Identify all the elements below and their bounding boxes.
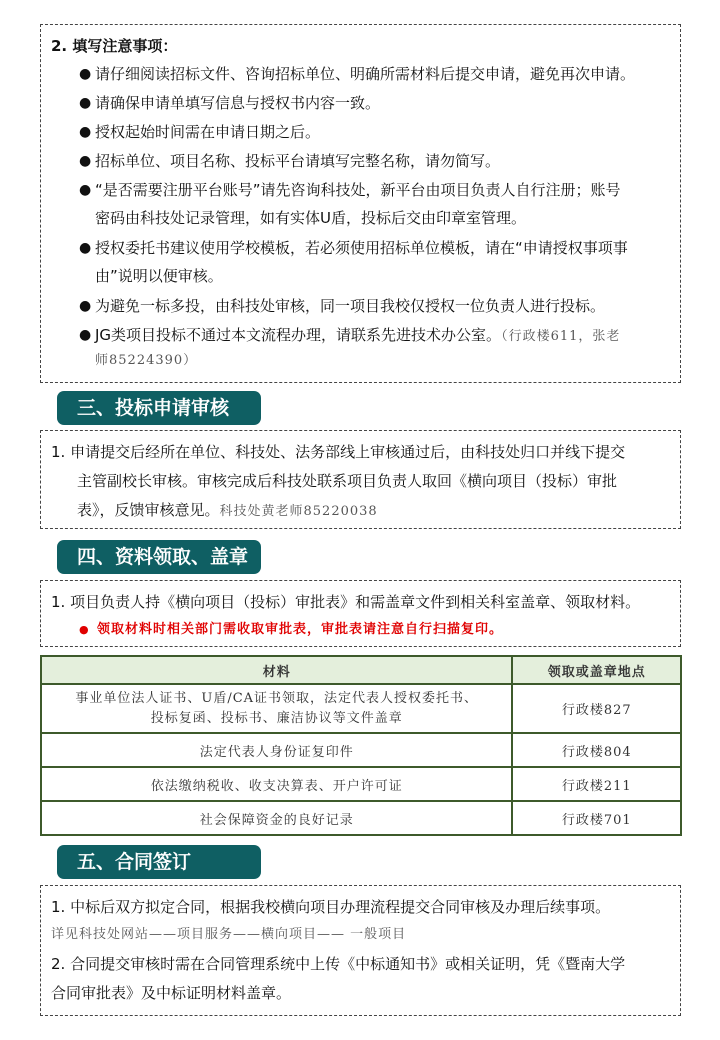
place-cell: 行政楼211: [512, 767, 681, 801]
materials-box: [40, 580, 681, 647]
materials-text: 1. 项目负责人持《横向项目（投标）审批表》和需盖章文件到相关科室盖章、领取材料。: [51, 593, 641, 611]
place-cell: 行政楼804: [512, 733, 681, 767]
note-item: 为避免一标多投，由科技处审核，同一项目我校仅授权一位负责人进行投标。: [95, 297, 606, 315]
notes-box: [40, 24, 681, 383]
bullet-icon: ●: [79, 66, 92, 82]
bullet-icon: ●: [79, 153, 92, 169]
note-item-continued: 密码由科技处记录管理，如有实体U盾，投标后交由印章室管理。: [95, 209, 526, 227]
bullet-icon: ●: [79, 182, 92, 198]
note-item-text: JG类项目投标不通过本文流程办理，请联系先进技术办公室。: [95, 326, 502, 344]
note-item: 招标单位、项目名称、投标平台请填写完整名称，请勿简写。: [95, 152, 501, 170]
header-place: 领取或盖章地点: [512, 656, 681, 684]
contract-text: 2. 合同提交审核时需在合同管理系统中上传《中标通知书》或相关证明，凭《暨南大学: [51, 955, 626, 973]
material-cell: [41, 684, 512, 733]
material-cell: 依法缴纳税收、收支决算表、开户许可证: [41, 767, 512, 801]
section-heading: 五、合同签订: [57, 845, 261, 879]
section-heading: 三、投标申请审核: [57, 391, 261, 425]
review-text-end: 表》，反馈审核意见。: [77, 501, 220, 519]
website-path: 详见科技处网站——项目服务——横向项目—— 一般项目: [51, 927, 407, 942]
contract-text: 合同审批表》及中标证明材料盖章。: [51, 984, 292, 1002]
review-text: [77, 499, 378, 523]
note-item: 请确保申请单填写信息与授权书内容一致。: [95, 94, 381, 112]
materials-table: [40, 655, 682, 836]
table-row: [41, 801, 681, 835]
bullet-icon: ●: [79, 327, 92, 343]
table-row: [41, 684, 681, 733]
place-cell: 行政楼827: [512, 684, 681, 733]
material-cell: 法定代表人身份证复印件: [41, 733, 512, 767]
note-item-continued: 由”说明以便审核。: [95, 267, 223, 285]
header-material: 材料: [41, 656, 512, 684]
contract-box: [40, 885, 681, 1016]
material-cell: 社会保障资金的良好记录: [41, 801, 512, 835]
place-cell: 行政楼701: [512, 801, 681, 835]
review-text: 1. 申请提交后经所在单位、科技处、法务部线上审核通过后，由科技处归口并线下提交: [51, 443, 626, 461]
contract-text: 1. 中标后双方拟定合同，根据我校横向项目办理流程提交合同审核及办理后续事项。: [51, 898, 611, 916]
bullet-icon: ●: [79, 240, 92, 256]
note-item: “是否需要注册平台账号”请先咨询科技处，新平台由项目负责人自行注册；账号: [95, 181, 621, 199]
bullet-icon: ●: [79, 298, 92, 314]
material-line: 投标复函、投标书、廉洁协议等文件盖章: [150, 710, 403, 726]
contact-info: （行政楼611，张老: [501, 329, 621, 344]
section-heading: 四、资料领取、盖章: [57, 540, 261, 574]
notes-title: 2. 填写注意事项：: [51, 37, 178, 55]
red-bullet-icon: ●: [79, 623, 89, 636]
bullet-icon: ●: [79, 95, 92, 111]
table-row: [41, 733, 681, 767]
table-header-row: [41, 656, 681, 684]
review-box: [40, 430, 681, 529]
bullet-icon: ●: [79, 124, 92, 140]
note-item: 授权委托书建议使用学校模板，若必须使用招标单位模板，请在“申请授权事项事: [95, 239, 628, 257]
note-item: 请仔细阅读招标文件、咨询招标单位、明确所需材料后提交申请，避免再次申请。: [95, 65, 636, 83]
table-row: [41, 767, 681, 801]
contact-info-continued: 师85224390）: [95, 353, 198, 368]
note-item: 授权起始时间需在申请日期之后。: [95, 123, 321, 141]
material-line: 事业单位法人证书、U盾/CA证书领取，法定代表人授权委托书、: [75, 690, 479, 706]
contact-info: 科技处黄老师85220038: [219, 504, 378, 519]
materials-note: 领取材料时相关部门需收取审批表，审批表请注意自行扫描复印。: [97, 622, 504, 637]
review-text: 主管副校长审核。审核完成后科技处联系项目负责人取回《横向项目（投标）审批: [77, 472, 618, 490]
note-item: [95, 324, 620, 348]
